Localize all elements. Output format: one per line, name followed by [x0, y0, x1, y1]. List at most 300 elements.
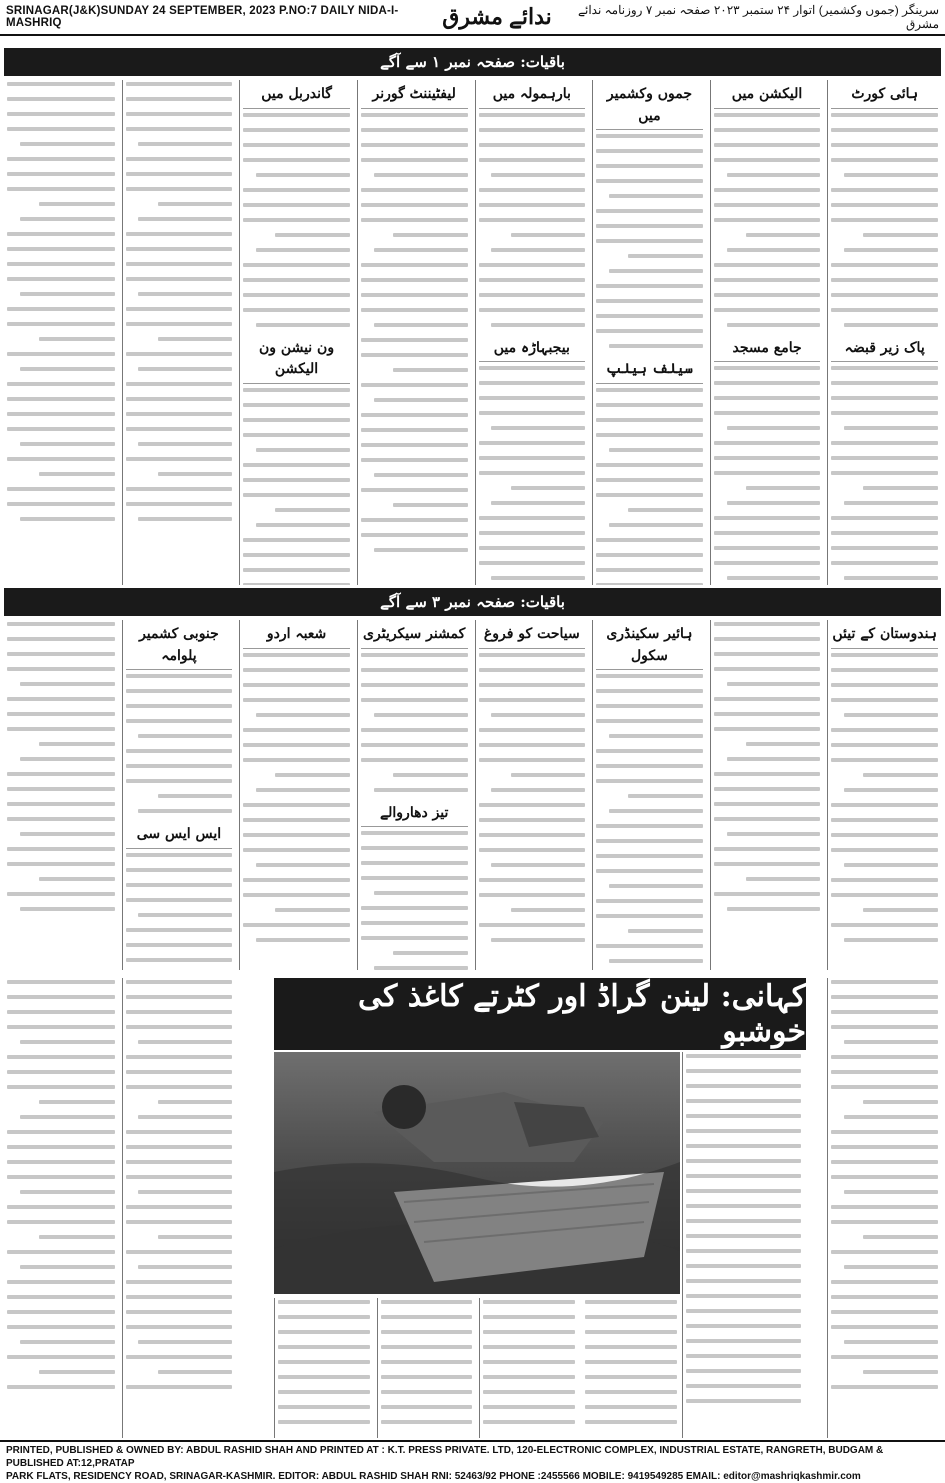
- text-line: [479, 293, 586, 297]
- text-line: [126, 97, 233, 101]
- text-line: [831, 1025, 938, 1029]
- text-line: [7, 1130, 115, 1134]
- text-line: [20, 292, 115, 296]
- text-line: [686, 1054, 801, 1058]
- text-line: [609, 884, 703, 888]
- article-column: [475, 620, 589, 970]
- text-line: [686, 1369, 801, 1373]
- text-line: [243, 568, 350, 572]
- text-line: [361, 443, 468, 447]
- text-line: [361, 906, 468, 910]
- text-line: [126, 1310, 233, 1314]
- text-line: [491, 788, 585, 792]
- text-line: [727, 682, 821, 686]
- text-line: [275, 908, 350, 912]
- text-line: [831, 1205, 938, 1209]
- text-line: [831, 381, 938, 385]
- text-line: [585, 1390, 678, 1394]
- text-line: [7, 322, 115, 326]
- text-line: [831, 203, 938, 207]
- text-line: [844, 788, 938, 792]
- imprint-line-1: PRINTED, PUBLISHED & OWNED BY: ABDUL RASHID SHAH AND PRINTED AT : K.T. PRESS PRIVATE. LTD, 120-ELECTRONIC COMPLEX, INDUSTRIAL ESTATE, RANGRETH, BUDGAM & PUBLISHED AT:12,PRATAP: [6, 1445, 884, 1469]
- text-line: [596, 209, 703, 213]
- text-line: [126, 502, 233, 506]
- text-line: [7, 352, 115, 356]
- text-line: [491, 938, 585, 942]
- text-line: [831, 1085, 938, 1089]
- text-line: [714, 697, 821, 701]
- text-line: [126, 1055, 233, 1059]
- text-line: [628, 254, 703, 258]
- text-line: [7, 112, 115, 116]
- text-line: [158, 472, 233, 476]
- text-line: [686, 1219, 801, 1223]
- text-line: [7, 772, 115, 776]
- text-line: [596, 463, 703, 467]
- article-column: [475, 80, 589, 585]
- text-line: [844, 323, 938, 327]
- text-line: [596, 553, 703, 557]
- text-line: [746, 742, 821, 746]
- text-line: [479, 531, 586, 535]
- text-line: [714, 411, 821, 415]
- text-line: [39, 1100, 114, 1104]
- text-line: [596, 403, 703, 407]
- text-line: [479, 546, 586, 550]
- text-line: [609, 959, 703, 963]
- text-line: [714, 218, 821, 222]
- text-line: [831, 1325, 938, 1329]
- text-line: [361, 758, 468, 762]
- text-line: [844, 863, 938, 867]
- text-line: [126, 995, 233, 999]
- text-line: [596, 869, 703, 873]
- text-line: [727, 173, 821, 177]
- text-line: [126, 187, 233, 191]
- text-line: [585, 1330, 678, 1334]
- text-line: [361, 353, 468, 357]
- text-line: [39, 202, 114, 206]
- article-body: [714, 113, 821, 327]
- text-line: [479, 471, 586, 475]
- text-line: [138, 809, 232, 813]
- text-line: [361, 188, 468, 192]
- text-line: [831, 1160, 938, 1164]
- text-line: [479, 188, 586, 192]
- article-column: [592, 80, 706, 585]
- text-line: [746, 486, 821, 490]
- text-line: [243, 403, 350, 407]
- article-column: [122, 978, 236, 1438]
- text-line: [831, 683, 938, 687]
- text-line: [126, 487, 233, 491]
- article-body: [7, 622, 115, 911]
- text-line: [20, 217, 115, 221]
- text-line: [361, 488, 468, 492]
- article-heading: جنوبی کشمیر پلوامہ: [126, 624, 233, 670]
- text-line: [7, 277, 115, 281]
- article-column: [4, 620, 118, 970]
- text-line: [361, 218, 468, 222]
- text-line: [126, 1250, 233, 1254]
- text-line: [714, 772, 821, 776]
- text-line: [243, 188, 350, 192]
- text-line: [7, 232, 115, 236]
- article-column: [827, 620, 941, 970]
- text-line: [686, 1279, 801, 1283]
- text-line: [831, 218, 938, 222]
- text-line: [243, 493, 350, 497]
- text-line: [727, 576, 821, 580]
- text-line: [7, 307, 115, 311]
- text-line: [7, 1145, 115, 1149]
- text-line: [275, 508, 350, 512]
- text-line: [243, 538, 350, 542]
- text-line: [831, 396, 938, 400]
- text-line: [7, 427, 115, 431]
- text-line: [596, 749, 703, 753]
- article-body: [361, 113, 468, 552]
- text-line: [126, 764, 233, 768]
- article-body: [831, 653, 938, 942]
- text-line: [361, 428, 468, 432]
- text-line: [361, 518, 468, 522]
- text-line: [831, 1310, 938, 1314]
- text-line: [831, 833, 938, 837]
- text-line: [844, 501, 938, 505]
- text-line: [374, 788, 468, 792]
- text-line: [126, 172, 233, 176]
- text-line: [686, 1189, 801, 1193]
- text-line: [7, 1250, 115, 1254]
- text-line: [585, 1405, 678, 1409]
- text-line: [126, 112, 233, 116]
- text-line: [714, 817, 821, 821]
- text-line: [374, 713, 468, 717]
- text-line: [596, 568, 703, 572]
- text-line: [126, 262, 233, 266]
- text-line: [7, 1085, 115, 1089]
- text-line: [479, 113, 586, 117]
- text-line: [243, 218, 350, 222]
- text-line: [585, 1375, 678, 1379]
- text-line: [831, 1070, 938, 1074]
- text-line: [596, 314, 703, 318]
- text-line: [126, 1355, 233, 1359]
- text-line: [256, 938, 350, 942]
- text-line: [585, 1360, 678, 1364]
- text-line: [243, 583, 350, 585]
- text-line: [361, 861, 468, 865]
- text-line: [491, 426, 585, 430]
- text-line: [7, 187, 115, 191]
- text-line: [479, 411, 586, 415]
- text-line: [20, 367, 115, 371]
- article-body: [7, 980, 115, 1389]
- text-line: [831, 743, 938, 747]
- text-line: [727, 426, 821, 430]
- text-line: [361, 113, 468, 117]
- text-line: [831, 728, 938, 732]
- text-line: [138, 1115, 232, 1119]
- text-line: [126, 749, 233, 753]
- text-line: [374, 966, 468, 970]
- text-line: [381, 1405, 473, 1409]
- continuations-section-2: [4, 620, 941, 970]
- text-line: [243, 418, 350, 422]
- text-line: [831, 698, 938, 702]
- text-line: [483, 1405, 575, 1409]
- text-line: [831, 561, 938, 565]
- text-line: [483, 1360, 575, 1364]
- text-line: [126, 1025, 233, 1029]
- text-line: [831, 546, 938, 550]
- text-line: [844, 1265, 938, 1269]
- text-line: [596, 944, 703, 948]
- text-line: [7, 817, 115, 821]
- text-line: [243, 293, 350, 297]
- text-line: [479, 158, 586, 162]
- text-line: [361, 653, 468, 657]
- text-line: [491, 248, 585, 252]
- text-line: [585, 1315, 678, 1319]
- text-line: [483, 1345, 575, 1349]
- text-line: [714, 787, 821, 791]
- text-line: [844, 1340, 938, 1344]
- continuations-section-1: [4, 80, 941, 585]
- text-line: [686, 1174, 801, 1178]
- text-line: [256, 713, 350, 717]
- masthead: [0, 0, 945, 36]
- article-body: [831, 366, 938, 580]
- text-line: [374, 891, 468, 895]
- article-body: [126, 82, 233, 521]
- text-line: [7, 995, 115, 999]
- text-line: [243, 758, 350, 762]
- text-line: [126, 1175, 233, 1179]
- text-line: [479, 143, 586, 147]
- text-line: [7, 1385, 115, 1389]
- text-line: [831, 1145, 938, 1149]
- text-line: [596, 329, 703, 333]
- text-line: [126, 352, 233, 356]
- text-line: [479, 923, 586, 927]
- text-line: [844, 938, 938, 942]
- text-line: [7, 172, 115, 176]
- text-line: [361, 383, 468, 387]
- text-line: [7, 1295, 115, 1299]
- text-line: [126, 247, 233, 251]
- text-line: [158, 1370, 233, 1374]
- text-line: [138, 217, 232, 221]
- feature-body-columns: [274, 1298, 680, 1438]
- text-line: [374, 323, 468, 327]
- text-line: [479, 128, 586, 132]
- text-line: [393, 368, 468, 372]
- text-line: [126, 883, 233, 887]
- text-line: [138, 517, 232, 521]
- text-line: [126, 853, 233, 857]
- text-line: [39, 472, 114, 476]
- text-line: [361, 846, 468, 850]
- text-line: [361, 876, 468, 880]
- text-line: [393, 503, 468, 507]
- text-line: [479, 218, 586, 222]
- text-line: [7, 1220, 115, 1224]
- text-line: [126, 82, 233, 86]
- text-line: [831, 263, 938, 267]
- text-line: [361, 143, 468, 147]
- text-line: [596, 779, 703, 783]
- text-line: [714, 712, 821, 716]
- text-line: [686, 1099, 801, 1103]
- masthead-dateline: SRINAGAR(J&K)SUNDAY 24 SEPTEMBER, 2023 P.NO:7 DAILY NIDA-I-MASHRIQ: [6, 5, 399, 29]
- text-line: [361, 278, 468, 282]
- text-line: [126, 397, 233, 401]
- text-line: [596, 689, 703, 693]
- text-line: [596, 719, 703, 723]
- text-line: [727, 832, 821, 836]
- text-line: [243, 308, 350, 312]
- article-body: [479, 653, 586, 942]
- text-line: [381, 1390, 473, 1394]
- text-line: [479, 516, 586, 520]
- text-line: [479, 278, 586, 282]
- text-line: [361, 533, 468, 537]
- feature-photo: [274, 1052, 680, 1294]
- text-line: [831, 758, 938, 762]
- text-line: [39, 337, 114, 341]
- text-line: [39, 1235, 114, 1239]
- article-body: [361, 831, 468, 970]
- text-line: [609, 194, 703, 198]
- text-line: [278, 1375, 370, 1379]
- text-line: [393, 773, 468, 777]
- text-line: [585, 1420, 678, 1424]
- text-line: [381, 1360, 473, 1364]
- article-heading: تیز دھاروالے: [361, 803, 468, 828]
- section-banner-page3: باقیات: صفحہ نمبر ۳ سے آگے: [4, 588, 941, 616]
- text-line: [126, 779, 233, 783]
- text-line: [831, 278, 938, 282]
- text-line: [479, 441, 586, 445]
- text-line: [126, 704, 233, 708]
- text-line: [714, 293, 821, 297]
- text-line: [746, 233, 821, 237]
- article-column: [710, 620, 824, 970]
- text-line: [831, 1355, 938, 1359]
- text-line: [714, 143, 821, 147]
- text-line: [831, 803, 938, 807]
- text-line: [596, 674, 703, 678]
- text-line: [7, 247, 115, 251]
- text-line: [479, 561, 586, 565]
- article-column: [122, 80, 236, 585]
- text-line: [7, 802, 115, 806]
- text-line: [491, 323, 585, 327]
- text-line: [256, 448, 350, 452]
- text-line: [243, 203, 350, 207]
- text-line: [844, 1115, 938, 1119]
- newspaper-logo: ندائے مشرق: [442, 4, 552, 29]
- article-column: [827, 978, 941, 1438]
- text-line: [714, 561, 821, 565]
- text-line: [126, 427, 233, 431]
- text-line: [7, 1175, 115, 1179]
- text-line: [714, 441, 821, 445]
- text-line: [381, 1300, 473, 1304]
- text-line: [158, 1100, 233, 1104]
- text-line: [686, 1204, 801, 1208]
- article-column: [377, 1298, 476, 1438]
- text-line: [831, 980, 938, 984]
- text-line: [361, 203, 468, 207]
- text-line: [7, 637, 115, 641]
- text-line: [596, 433, 703, 437]
- article-heading: ہندوستان کے تیئں: [831, 624, 938, 649]
- text-line: [138, 913, 232, 917]
- text-line: [126, 412, 233, 416]
- text-line: [596, 418, 703, 422]
- text-line: [7, 712, 115, 716]
- text-line: [7, 1070, 115, 1074]
- text-line: [714, 366, 821, 370]
- text-line: [243, 833, 350, 837]
- text-line: [126, 1280, 233, 1284]
- text-line: [714, 862, 821, 866]
- text-line: [138, 292, 232, 296]
- text-line: [596, 388, 703, 392]
- text-line: [278, 1330, 370, 1334]
- article-heading: ہائیر سکینڈری سکول: [596, 624, 703, 670]
- text-line: [831, 441, 938, 445]
- text-line: [278, 1405, 370, 1409]
- text-line: [126, 1145, 233, 1149]
- article-body: [126, 853, 233, 970]
- text-line: [361, 458, 468, 462]
- text-line: [361, 698, 468, 702]
- text-line: [714, 456, 821, 460]
- text-line: [479, 698, 586, 702]
- text-line: [278, 1390, 370, 1394]
- text-line: [256, 523, 350, 527]
- text-line: [243, 728, 350, 732]
- text-line: [126, 1220, 233, 1224]
- text-line: [7, 980, 115, 984]
- text-line: [7, 892, 115, 896]
- text-line: [20, 142, 115, 146]
- text-line: [596, 538, 703, 542]
- text-line: [381, 1345, 473, 1349]
- text-line: [20, 832, 115, 836]
- text-line: [256, 863, 350, 867]
- text-line: [275, 233, 350, 237]
- text-line: [256, 788, 350, 792]
- text-line: [831, 893, 938, 897]
- text-line: [126, 127, 233, 131]
- article-body: [479, 113, 586, 327]
- text-line: [844, 576, 938, 580]
- text-line: [727, 248, 821, 252]
- text-line: [278, 1345, 370, 1349]
- text-line: [126, 277, 233, 281]
- text-line: [844, 426, 938, 430]
- text-line: [243, 878, 350, 882]
- text-line: [243, 128, 350, 132]
- article-body: [361, 653, 468, 792]
- text-line: [727, 501, 821, 505]
- text-line: [275, 773, 350, 777]
